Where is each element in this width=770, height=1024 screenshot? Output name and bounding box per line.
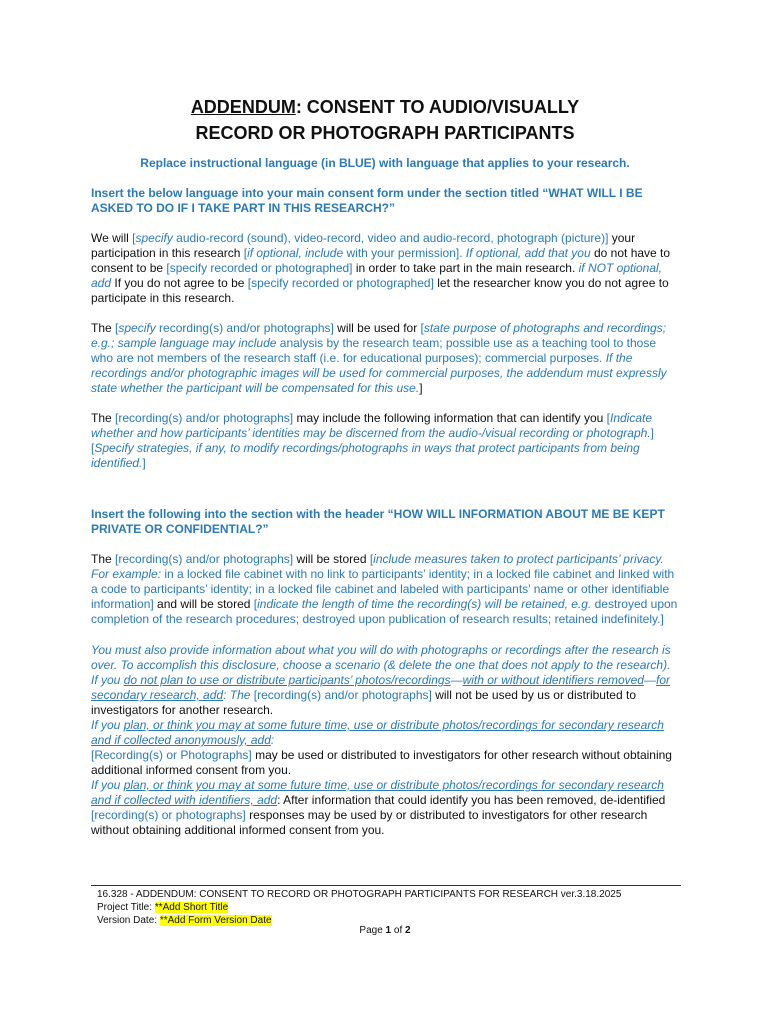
text-run: [recording(s) and/or photographs] <box>253 688 432 702</box>
text-run: Specify strategies, if any, to modify recordings/photographs in ways that protect participants from being identified. <box>91 441 640 470</box>
title-line1-rest: : CONSENT TO AUDIO/VISUALLY <box>295 97 580 117</box>
title-addendum: ADDENDUM <box>190 97 296 117</box>
text-run: let the researcher know you do not agree to participate in this research. <box>91 276 669 305</box>
text-run: indicate the length of time the recording(s) will be retained, e.g. <box>257 597 592 611</box>
page-of: of <box>391 925 406 936</box>
text-run: specify <box>118 321 156 335</box>
text-run: with or without identifiers removed <box>462 673 644 687</box>
instruction-subtitle: Replace instructional language (in BLUE) with language that applies to your research. <box>140 156 630 170</box>
text-run: [ <box>420 321 424 335</box>
footer-project-value: **Add Short Title <box>154 902 229 913</box>
text-run: for secondary research, add <box>91 673 670 702</box>
paragraph-disclosure-instruction: You must also provide information about what you will do with photographs or recordings after the research is over. To accomplish this disclosure, choose a scenario (& delete the one that does not apply to the research). <box>91 643 671 672</box>
text-run: Indicate whether and how participants’ identities may be discerned from the audio-/visual recording or photograph. <box>91 411 653 440</box>
text-run: will be stored <box>293 552 370 566</box>
section2-heading: Insert the following into the section with the header “HOW WILL INFORMATION ABOUT ME BE KEPT PRIVATE OR CONFIDENTIAL?” <box>91 507 665 536</box>
section1-heading: Insert the below language into your main consent form under the section titled “WHAT WILL I BE ASKED TO DO IF I TAKE PART IN THIS RESEARCH?” <box>91 186 643 215</box>
text-run: We will <box>91 231 133 245</box>
document-title <box>0 94 770 146</box>
scenario-anonymous-text <box>91 748 681 778</box>
text-run: [recording(s) and/or photographs] <box>115 411 294 425</box>
text-run: The <box>91 321 116 335</box>
text-run: : After information that could identify you has been removed, de-identified <box>277 793 666 807</box>
text-run: [ <box>606 411 610 425</box>
footer-version-value: **Add Form Version Date <box>159 915 272 926</box>
text-run: may include the following information that can identify you <box>293 411 607 425</box>
document-body <box>91 186 681 838</box>
text-run: audio-record (sound), video-record, video and audio-record, photograph (picture)] <box>172 231 609 245</box>
text-run: plan, or think you may at some future time, use or distribute photos/recordings for secondary research and if collected anonymously, add <box>91 718 664 747</box>
text-run: ] <box>419 381 423 395</box>
footer-project-label: Project Title: <box>97 902 155 913</box>
text-run: [specify recorded or photographed] <box>247 276 434 290</box>
text-run: If you <box>91 778 124 792</box>
text-run: — <box>643 673 656 687</box>
text-run: analysis by the research team; possible use as a teaching tool to those who are not members of the research staff (i.e. for educational purposes); commercial purposes. <box>91 336 657 365</box>
text-run: may be used or distributed to investigators for other research without obtaining additional informed consent from you. <box>91 748 672 777</box>
text-run: [ <box>115 321 119 335</box>
text-run: ] <box>142 456 146 470</box>
text-run: in order to take part in the main research. <box>352 261 579 275</box>
text-run: If optional, add that you <box>465 246 591 260</box>
text-run: [recording(s) or photographs] <box>91 808 246 822</box>
text-run: and will be stored <box>153 597 254 611</box>
text-run: do not have to consent to be <box>91 246 671 275</box>
text-run: [ <box>243 246 248 260</box>
text-run: will not be used by us or distributed to investigators for another research. <box>91 688 636 717</box>
text-run: recording(s) and/or photographs] <box>155 321 334 335</box>
text-run: If you do not agree to be <box>111 276 248 290</box>
text-run: : The <box>223 688 254 702</box>
text-run: — <box>450 673 463 687</box>
paragraph-recording-participation <box>91 231 681 306</box>
page-total: 2 <box>405 925 411 936</box>
footer-version-label: Version Date: <box>97 915 160 926</box>
text-run: if NOT optional, add <box>91 261 663 290</box>
scenario-no-secondary-use <box>91 673 681 718</box>
text-run: [ <box>253 597 258 611</box>
text-run: if optional, include <box>247 246 344 260</box>
scenario-identifiers <box>91 778 681 838</box>
text-run: The <box>91 552 116 566</box>
text-run: do not plan to use or distribute participants’ photos/recordings <box>123 673 451 687</box>
text-run: state purpose of photographs and recordings; e.g.; sample language may include <box>91 321 667 350</box>
text-run: [ <box>132 231 136 245</box>
text-run: ] [ <box>91 426 654 455</box>
page-number <box>0 924 770 937</box>
text-run: specify <box>135 231 173 245</box>
text-run: [Recording(s) or Photographs] <box>91 748 252 762</box>
footer-form-id: 16.328 - ADDENDUM: CONSENT TO RECORD OR PHOTOGRAPH PARTICIPANTS FOR RESEARCH ver.3.18.2025 <box>97 889 622 900</box>
title-line-2: RECORD OR PHOTOGRAPH PARTICIPANTS <box>195 123 575 143</box>
text-run: your participation in this research <box>91 231 636 260</box>
text-run: with your permission]. <box>343 246 466 260</box>
text-run: If the recordings and/or photographic images will be used for commercial purposes, the addendum must expressly state whether the participant will be compensated for this use. <box>91 351 667 395</box>
text-run: destroyed upon completion of the research procedures; destroyed upon publication of research results; retained indefinitely.] <box>91 597 678 626</box>
text-run: plan, or think you may at some future time, use or distribute photos/recordings for secondary research and if collected with identifiers, add <box>91 778 664 807</box>
text-run: The <box>91 411 116 425</box>
text-run: : <box>270 733 275 747</box>
page-current: 1 <box>385 925 392 936</box>
paragraph-storage <box>91 552 681 627</box>
scenario-anonymous-heading <box>91 718 681 748</box>
text-run: [recording(s) and/or photographs] <box>115 552 294 566</box>
footer-project-title <box>97 901 681 914</box>
text-run: If you <box>91 673 124 687</box>
text-run: include measures taken to protect participants’ privacy. For example: <box>91 552 664 581</box>
paragraph-identifying-info <box>91 411 681 471</box>
text-run: responses may be used by or distributed to investigators for other research without obtaining additional informed consent from you. <box>91 808 648 837</box>
paragraph-usage-purpose <box>91 321 681 396</box>
page-footer <box>91 885 681 927</box>
text-run: [ <box>369 552 374 566</box>
page-prefix: Page <box>359 925 386 936</box>
text-run: will be used for <box>333 321 421 335</box>
title-line-1 <box>0 94 770 120</box>
text-run: [specify recorded or photographed] <box>166 261 353 275</box>
text-run: If you <box>91 718 124 732</box>
text-run: in a locked file cabinet with no link to participants’ identity; in a locked file cabinet and linked with a code to participants’ identity; in a locked file cabinet and labeled with participants’ name or other identifiable information] <box>91 567 675 611</box>
